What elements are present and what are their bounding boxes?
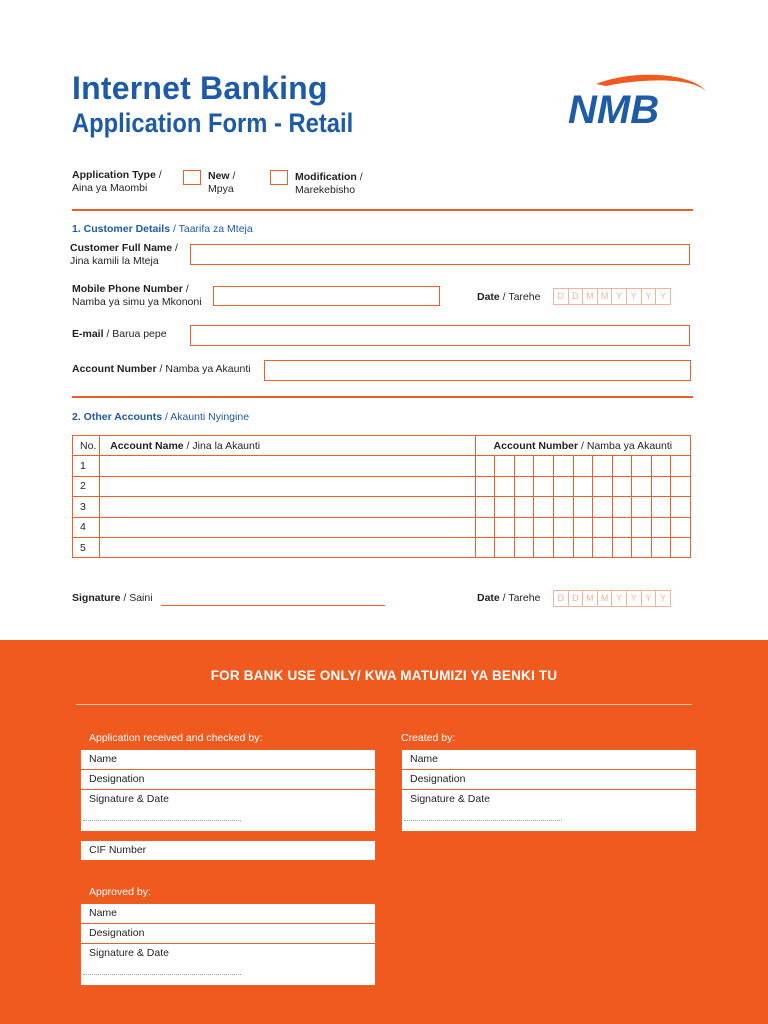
other-accounts-heading: 2. Other Accounts / Akaunti Nyingine — [72, 411, 250, 423]
date-box: D — [553, 590, 569, 607]
designation-row: Designation — [81, 924, 375, 944]
customer-details-heading: 1. Customer Details / Taarifa za Mteja — [72, 223, 253, 235]
digit-cell[interactable] — [475, 497, 495, 517]
digit-cell[interactable] — [495, 537, 515, 557]
col-no-header: No. — [73, 436, 100, 456]
digit-cell[interactable] — [573, 497, 593, 517]
date-box: D — [568, 590, 584, 607]
digit-cell[interactable] — [475, 537, 495, 557]
designation-row: Designation — [81, 770, 375, 790]
digit-cell[interactable] — [553, 497, 573, 517]
phone-field[interactable] — [213, 286, 440, 306]
full-name-label: Customer Full Name / Jina kamili la Mteja — [70, 242, 178, 267]
digit-cell[interactable] — [612, 497, 632, 517]
designation-row: Designation — [402, 770, 696, 790]
digit-cell[interactable] — [671, 497, 691, 517]
nmb-logo-icon — [566, 72, 708, 132]
name-row: Name — [81, 904, 375, 924]
bank-use-title: FOR BANK USE ONLY/ KWA MATUMIZI YA BENKI TU — [210, 668, 558, 683]
new-label: New / Mpya — [208, 170, 236, 195]
digit-cell[interactable] — [573, 537, 593, 557]
row-number: 2 — [73, 476, 100, 496]
digit-cell[interactable] — [573, 456, 593, 476]
date-box: Y — [641, 288, 657, 305]
logo-text: NMB — [568, 88, 660, 132]
digit-cell[interactable] — [632, 476, 652, 496]
digit-cell[interactable] — [534, 517, 554, 537]
name-row: Name — [81, 750, 375, 770]
approved-by-box[interactable] — [80, 903, 376, 986]
digit-cell[interactable] — [534, 537, 554, 557]
table-row — [73, 517, 691, 537]
digit-cell[interactable] — [514, 497, 534, 517]
digit-cell[interactable] — [671, 476, 691, 496]
cif-number-box[interactable] — [80, 840, 376, 861]
digit-cell[interactable] — [553, 517, 573, 537]
date-box: Y — [626, 590, 642, 607]
created-by-box[interactable] — [401, 749, 697, 832]
account-name-cell[interactable] — [100, 497, 476, 517]
received-by-box[interactable] — [80, 749, 376, 832]
table-row — [73, 497, 691, 517]
digit-cell[interactable] — [632, 497, 652, 517]
divider — [72, 209, 693, 211]
date-box: M — [582, 590, 598, 607]
row-number: 1 — [73, 456, 100, 476]
digit-cell[interactable] — [593, 456, 613, 476]
digit-cell[interactable] — [514, 476, 534, 496]
digit-cell[interactable] — [593, 537, 613, 557]
table-header-row — [73, 436, 691, 456]
date-box: Y — [655, 288, 671, 305]
digit-cell[interactable] — [632, 517, 652, 537]
digit-cell[interactable] — [632, 456, 652, 476]
table-row — [73, 456, 691, 476]
signature-label: Signature / Saini — [72, 592, 153, 604]
full-name-field[interactable] — [190, 244, 690, 265]
digit-cell[interactable] — [534, 476, 554, 496]
email-field[interactable] — [190, 325, 690, 346]
divider — [72, 396, 693, 398]
col-account-number-header: Account Number / Namba ya Akaunti — [475, 436, 690, 456]
signature-line[interactable] — [161, 605, 385, 606]
account-name-cell[interactable] — [100, 476, 476, 496]
name-row: Name — [402, 750, 696, 770]
digit-cell[interactable] — [593, 476, 613, 496]
signature-date-row: Signature & Date — [81, 790, 375, 831]
received-by-label: Application received and checked by: — [89, 732, 263, 744]
digit-cell[interactable] — [553, 476, 573, 496]
date-box: Y — [641, 590, 657, 607]
table-row — [73, 537, 691, 557]
date-box: Y — [655, 590, 671, 607]
col-account-name-header: Account Name / Jina la Akaunti — [100, 436, 476, 456]
row-number: 3 — [73, 497, 100, 517]
digit-cell[interactable] — [573, 517, 593, 537]
account-number-label: Account Number / Namba ya Akaunti — [72, 363, 251, 375]
digit-cell[interactable] — [593, 497, 613, 517]
email-label: E-mail / Barua pepe — [72, 328, 167, 340]
signature-date-row: Signature & Date — [402, 790, 696, 831]
signature-date-label: Date / Tarehe — [477, 592, 541, 604]
row-number: 4 — [73, 517, 100, 537]
digit-cell[interactable] — [475, 476, 495, 496]
digit-cell[interactable] — [651, 456, 671, 476]
phone-label: Mobile Phone Number / Namba ya simu ya Mkononi — [72, 283, 202, 308]
date-label: Date / Tarehe — [477, 291, 541, 303]
signature-date-field[interactable] — [554, 590, 671, 607]
created-by-label: Created by: — [401, 732, 456, 744]
date-box: M — [582, 288, 598, 305]
digit-cell[interactable] — [612, 456, 632, 476]
digit-cell[interactable] — [514, 537, 534, 557]
bank-divider — [76, 704, 692, 705]
digit-cell[interactable] — [475, 517, 495, 537]
digit-cell[interactable] — [495, 497, 515, 517]
new-checkbox[interactable] — [183, 170, 201, 185]
digit-cell[interactable] — [495, 517, 515, 537]
other-accounts-table — [72, 435, 691, 558]
digit-cell[interactable] — [612, 476, 632, 496]
digit-cell[interactable] — [651, 476, 671, 496]
modification-checkbox[interactable] — [270, 170, 288, 185]
row-number: 5 — [73, 537, 100, 557]
approved-by-label: Approved by: — [89, 886, 151, 898]
digit-cell[interactable] — [671, 537, 691, 557]
signature-date-row: Signature & Date — [81, 944, 375, 985]
title-application-form: Application Form - Retail — [72, 108, 354, 138]
date-box: Y — [611, 288, 627, 305]
digit-cell[interactable] — [632, 537, 652, 557]
digit-cell[interactable] — [553, 537, 573, 557]
digit-cell[interactable] — [573, 476, 593, 496]
digit-cell[interactable] — [593, 517, 613, 537]
digit-cell[interactable] — [553, 456, 573, 476]
account-number-field[interactable] — [264, 360, 691, 381]
table-row — [73, 476, 691, 496]
modification-label: Modification / Marekebisho — [295, 171, 363, 196]
date-box: M — [597, 590, 613, 607]
digit-cell[interactable] — [514, 456, 534, 476]
cif-number-label: CIF Number — [89, 844, 147, 856]
date-box: Y — [626, 288, 642, 305]
digit-cell[interactable] — [671, 517, 691, 537]
digit-cell[interactable] — [514, 517, 534, 537]
digit-cell[interactable] — [475, 456, 495, 476]
digit-cell[interactable] — [534, 456, 554, 476]
title-internet-banking: Internet Banking — [72, 70, 328, 106]
date-box: D — [553, 288, 569, 305]
date-box: D — [568, 288, 584, 305]
account-name-cell[interactable] — [100, 517, 476, 537]
digit-cell[interactable] — [651, 537, 671, 557]
digit-cell[interactable] — [651, 517, 671, 537]
date-box: M — [597, 288, 613, 305]
account-name-cell[interactable] — [100, 537, 476, 557]
digit-cell[interactable] — [651, 497, 671, 517]
digit-cell[interactable] — [495, 476, 515, 496]
digit-cell[interactable] — [612, 537, 632, 557]
application-type-label: Application Type / Aina ya Maombi — [72, 169, 162, 194]
digit-cell[interactable] — [495, 456, 515, 476]
digit-cell[interactable] — [612, 517, 632, 537]
date-field[interactable] — [554, 288, 671, 305]
date-box: Y — [611, 590, 627, 607]
account-name-cell[interactable] — [100, 456, 476, 476]
digit-cell[interactable] — [671, 456, 691, 476]
digit-cell[interactable] — [534, 497, 554, 517]
